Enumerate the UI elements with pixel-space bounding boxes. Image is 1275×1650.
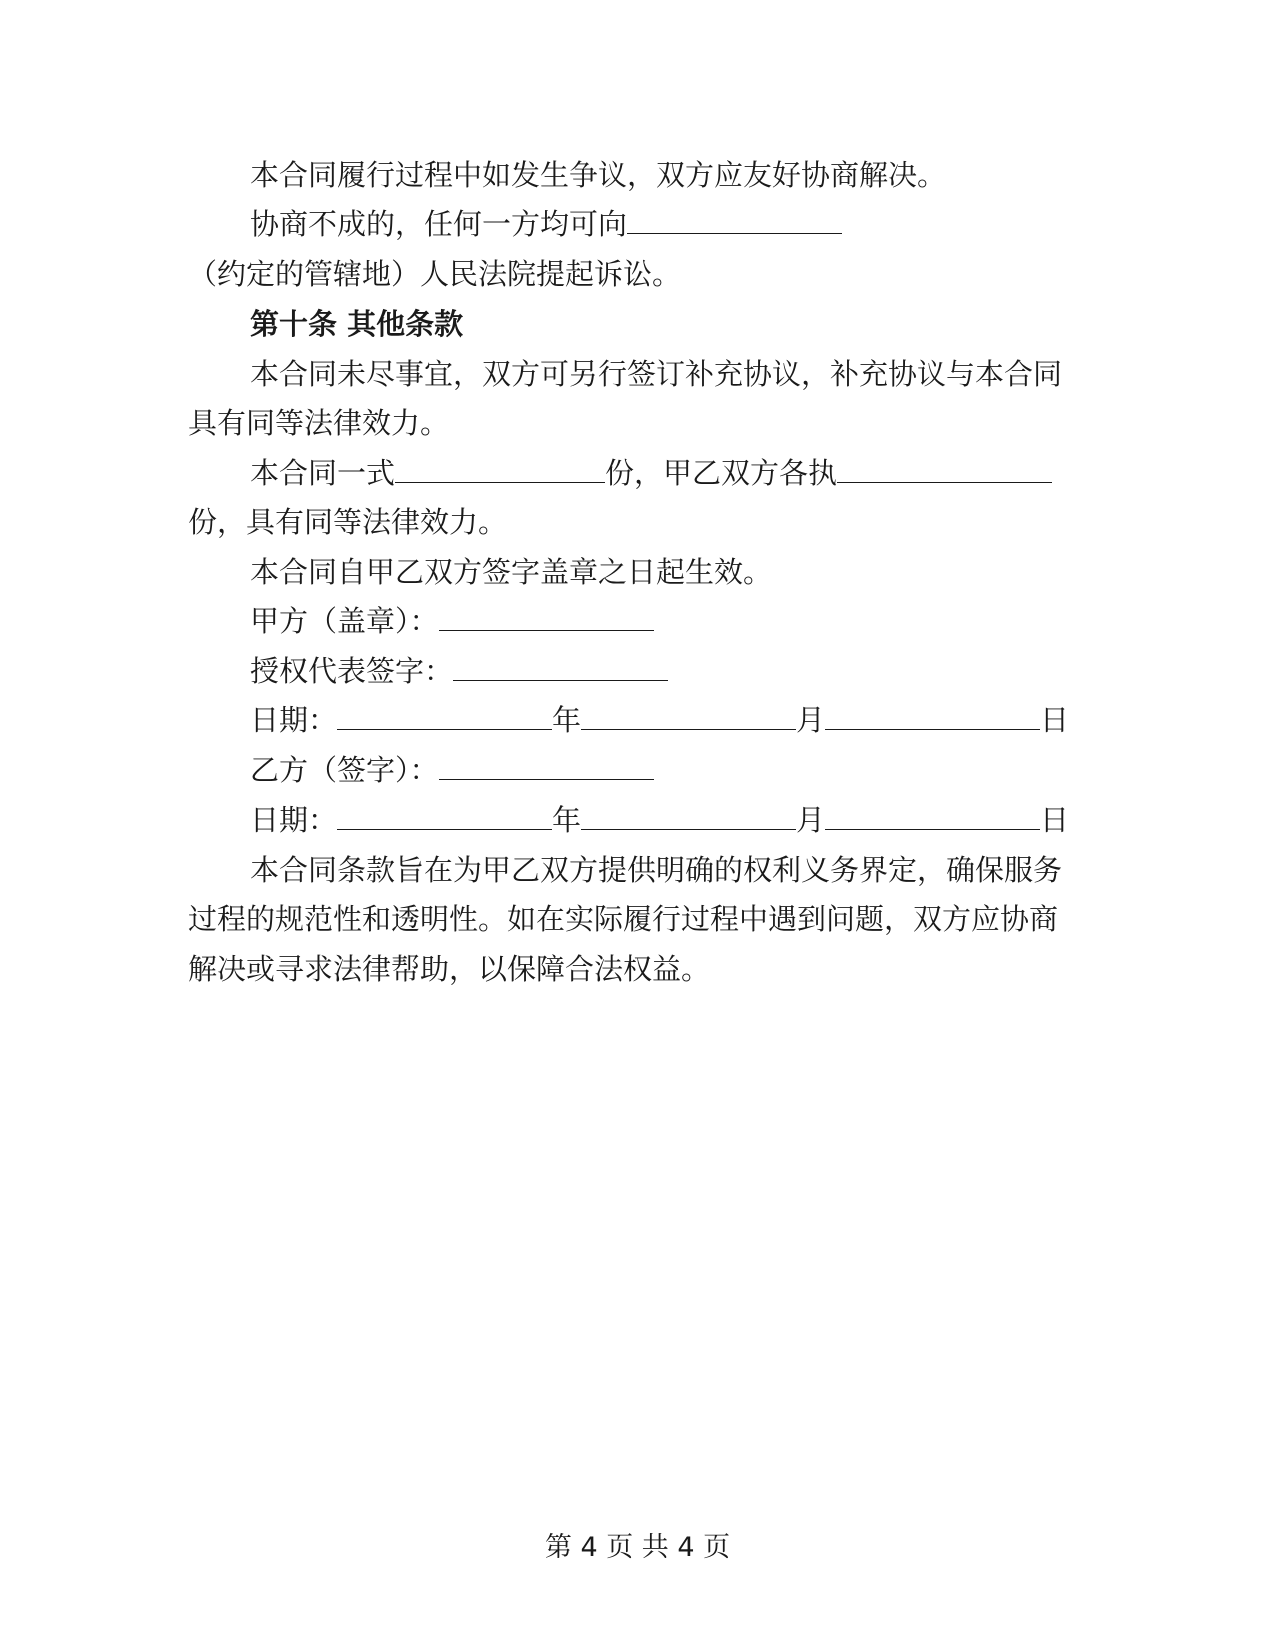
paragraph-dispute [250, 155, 946, 195]
paragraph-text: 解决或寻求法律帮助，以保障合法权益。 [188, 952, 711, 986]
paragraph-effective [250, 552, 772, 592]
month-label: 月 [796, 703, 826, 737]
party-b-label: 乙方（签字）： [250, 753, 439, 787]
blank-authorized-signature [453, 652, 668, 681]
party-a-seal-line [250, 601, 654, 641]
paragraph-text: 份，具有同等法律效力。 [188, 505, 508, 539]
party-b-date-line [250, 800, 1069, 840]
year-label: 年 [552, 703, 582, 737]
paragraph-text: 协商不成的，任何一方均可向 [250, 207, 628, 241]
blank-copies-each [837, 454, 1052, 483]
blank-month [581, 701, 796, 730]
paragraph-jurisdiction-cont [188, 254, 681, 294]
blank-copies-total [395, 454, 605, 483]
closing-paragraph [250, 850, 1062, 890]
day-label: 日 [1040, 803, 1070, 837]
heading-text: 第十条 其他条款 [250, 307, 464, 341]
paragraph-text: 过程的规范性和透明性。如在实际履行过程中遇到问题，双方应协商 [188, 902, 1059, 936]
month-label: 月 [796, 803, 826, 837]
article-10-title [250, 304, 463, 344]
paragraph-copies-cont [188, 502, 507, 542]
authorized-label: 授权代表签字： [250, 654, 454, 688]
blank-day [825, 701, 1040, 730]
paragraph-text: 份，甲乙双方各执 [605, 456, 838, 490]
blank-party-b-signature [439, 751, 654, 780]
party-b-signature-line [250, 750, 654, 790]
party-a-date-line [250, 700, 1069, 740]
party-a-label: 甲方（盖章）： [250, 604, 439, 638]
blank-month [581, 801, 796, 830]
blank-year [337, 801, 552, 830]
paragraph-supplement [250, 354, 1062, 394]
paragraph-text: 本合同条款旨在为甲乙双方提供明确的权利义务界定，确保服务 [250, 853, 1063, 887]
blank-year [337, 701, 552, 730]
paragraph-text: 本合同自甲乙双方签字盖章之日起生效。 [250, 555, 773, 589]
paragraph-supplement-cont [188, 403, 449, 443]
closing-paragraph-cont [188, 949, 710, 989]
paragraph-text: 具有同等法律效力。 [188, 406, 450, 440]
paragraph-text: 本合同履行过程中如发生争议，双方应友好协商解决。 [250, 158, 947, 192]
blank-party-a-seal [439, 602, 654, 631]
date-label: 日期： [250, 703, 338, 737]
year-label: 年 [552, 803, 582, 837]
paragraph-text: （约定的管辖地）人民法院提起诉讼。 [188, 257, 682, 291]
paragraph-jurisdiction [250, 204, 842, 244]
page-number: 第 4 页 共 4 页 [544, 1532, 731, 1563]
date-label: 日期： [250, 803, 338, 837]
closing-paragraph-cont [188, 899, 1058, 939]
blank-jurisdiction [627, 205, 842, 234]
paragraph-text: 本合同未尽事宜，双方可另行签订补充协议，补充协议与本合同 [250, 357, 1063, 391]
paragraph-copies [250, 453, 1052, 493]
paragraph-text: 本合同一式 [250, 456, 396, 490]
authorized-signature-line [250, 651, 668, 691]
page-footer [0, 1530, 1275, 1566]
blank-day [825, 801, 1040, 830]
day-label: 日 [1040, 703, 1070, 737]
